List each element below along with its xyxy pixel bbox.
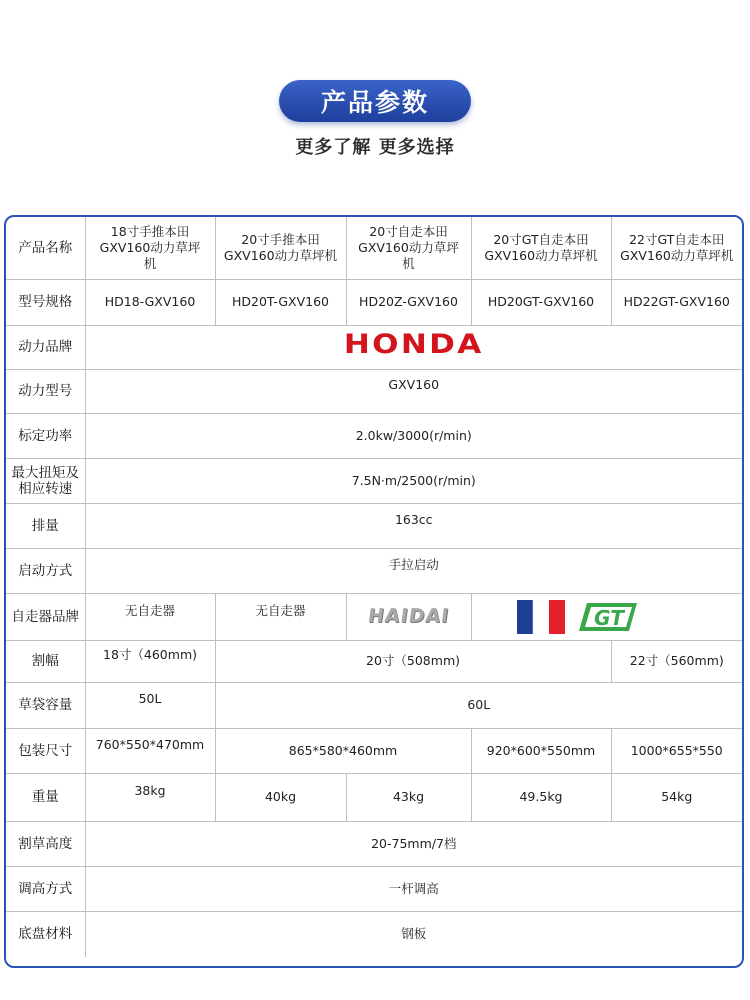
- gt-logo-text: GT: [593, 605, 624, 630]
- row-label: 底盘材料: [6, 911, 85, 957]
- table-row-power-model: [6, 369, 742, 413]
- table-cell: 40kg: [215, 773, 346, 821]
- cell-value: 760*550*470mm: [95, 736, 205, 752]
- table-cell: [85, 548, 742, 593]
- page-title-badge: [279, 80, 471, 122]
- row-label: 型号规格: [6, 279, 85, 325]
- table-cell: 20寸自走本田 GXV160动力草坪机: [346, 217, 471, 279]
- table-row-cut-width: [6, 640, 742, 682]
- table-row-bag-capacity: [6, 682, 742, 728]
- cell-value: 50L: [138, 691, 162, 706]
- table-cell: 1000*655*550: [611, 728, 742, 773]
- page-title: 产品参数: [320, 88, 429, 117]
- gt-logo-cell: [471, 593, 742, 640]
- france-flag-icon: [517, 600, 565, 634]
- table-row-rated-power: [6, 413, 742, 458]
- spec-table: [6, 217, 742, 957]
- table-row-self-propel-brand: [6, 593, 742, 640]
- table-cell: 49.5kg: [471, 773, 611, 821]
- row-label: 标定功率: [6, 413, 85, 458]
- row-label: 割幅: [6, 640, 85, 682]
- table-cell: 18寸手推本田 GXV160动力草坪机: [85, 217, 215, 279]
- table-cell: HD20Z-GXV160: [346, 279, 471, 325]
- table-cell: 60L: [215, 682, 742, 728]
- cell-value: GXV160: [388, 377, 440, 392]
- table-cell: 20-75mm/7档: [85, 821, 742, 866]
- table-cell: 865*580*460mm: [215, 728, 471, 773]
- table-cell: HD20GT-GXV160: [471, 279, 611, 325]
- table-row-power-brand: [6, 325, 742, 369]
- table-cell: HD18-GXV160: [85, 279, 215, 325]
- table-cell: 22寸GT自走本田 GXV160动力草坪机: [611, 217, 742, 279]
- table-cell: 一杆调高: [85, 866, 742, 911]
- table-cell: [85, 682, 215, 728]
- row-label: 动力型号: [6, 369, 85, 413]
- table-cell: 920*600*550mm: [471, 728, 611, 773]
- table-cell: 54kg: [611, 773, 742, 821]
- cell-value: 无自走器: [124, 602, 175, 618]
- table-cell: [85, 773, 215, 821]
- haidai-logo: HAIDAI: [366, 604, 451, 627]
- row-label: 最大扭矩及相应转速: [6, 458, 85, 503]
- table-cell: [85, 593, 215, 640]
- row-label: 自走器品牌: [6, 593, 85, 640]
- row-label: 割草高度: [6, 821, 85, 866]
- table-cell: [85, 728, 215, 773]
- table-row-chassis: [6, 911, 742, 957]
- haidai-logo-cell: [346, 593, 471, 640]
- table-row-cut-height: [6, 821, 742, 866]
- table-cell: 2.0kw/3000(r/min): [85, 413, 742, 458]
- cell-value: 18寸（460mm): [103, 647, 197, 662]
- honda-logo: HONDA: [343, 329, 484, 360]
- row-label: 包装尺寸: [6, 728, 85, 773]
- table-cell: 22寸（560mm): [611, 640, 742, 682]
- table-cell: 43kg: [346, 773, 471, 821]
- row-label: 草袋容量: [6, 682, 85, 728]
- table-row-max-torque: [6, 458, 742, 503]
- cell-value: 163cc: [394, 511, 433, 527]
- cell-value: 手拉启动: [388, 556, 439, 572]
- table-cell: HD22GT-GXV160: [611, 279, 742, 325]
- gt-logo-icon: [577, 601, 639, 633]
- cell-value: 38kg: [134, 783, 166, 798]
- table-cell: 钢板: [85, 911, 742, 957]
- table-cell: [85, 640, 215, 682]
- table-row-product-name: [6, 217, 742, 279]
- table-row-start-method: [6, 548, 742, 593]
- table-cell: 20寸手推本田 GXV160动力草坪机: [215, 217, 346, 279]
- row-label: 启动方式: [6, 548, 85, 593]
- row-label: 重量: [6, 773, 85, 821]
- table-cell: HD20T-GXV160: [215, 279, 346, 325]
- row-label: 排量: [6, 503, 85, 548]
- table-cell: 7.5N·m/2500(r/min): [85, 458, 742, 503]
- table-cell: [85, 369, 742, 413]
- table-row-model: [6, 279, 742, 325]
- cell-value: 无自走器: [255, 602, 306, 618]
- spec-table-frame: [4, 215, 744, 968]
- table-row-height-adjust: [6, 866, 742, 911]
- table-cell: 20寸（508mm): [215, 640, 611, 682]
- row-label: 调高方式: [6, 866, 85, 911]
- row-label: 产品名称: [6, 217, 85, 279]
- table-row-weight: [6, 773, 742, 821]
- row-label: 动力品牌: [6, 325, 85, 369]
- table-row-displacement: [6, 503, 742, 548]
- table-cell: [215, 593, 346, 640]
- table-row-package-size: [6, 728, 742, 773]
- honda-logo-cell: [85, 325, 742, 369]
- table-cell: 20寸GT自走本田 GXV160动力草坪机: [471, 217, 611, 279]
- page-subtitle: 更多了解 更多选择: [295, 137, 455, 158]
- table-cell: [85, 503, 742, 548]
